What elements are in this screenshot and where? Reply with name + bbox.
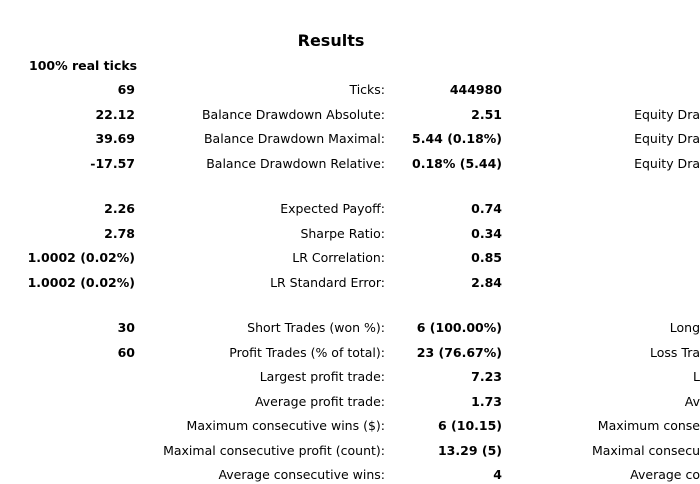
row-value: 5.44 (0.18%) bbox=[412, 131, 502, 146]
report-row bbox=[0, 106, 700, 124]
row-label: Profit Trades (% of total): bbox=[229, 345, 385, 360]
row-label-right: L bbox=[693, 369, 700, 384]
row-value: 7.23 bbox=[471, 369, 502, 384]
row-label: Expected Payoff: bbox=[280, 201, 385, 216]
row-label: Maximum consecutive wins ($): bbox=[186, 418, 385, 433]
report-row bbox=[0, 274, 640, 292]
row-value-left: 30 bbox=[117, 320, 135, 335]
row-label: LR Correlation: bbox=[292, 250, 385, 265]
report-row bbox=[0, 393, 700, 411]
row-label-right: Long bbox=[669, 320, 700, 335]
row-value: 2.84 bbox=[471, 275, 502, 290]
row-value-left: 1.0002 (0.02%) bbox=[27, 275, 135, 290]
row-label-right: Equity Dra bbox=[634, 156, 700, 171]
row-value: 1.73 bbox=[471, 394, 502, 409]
row-label-right: Av bbox=[684, 394, 700, 409]
row-label: Ticks: bbox=[349, 82, 385, 97]
report-row bbox=[0, 130, 700, 148]
report-row bbox=[0, 225, 640, 243]
row-value: 13.29 (5) bbox=[437, 443, 502, 458]
row-label: Average consecutive wins: bbox=[218, 467, 385, 482]
row-label: Short Trades (won %): bbox=[247, 320, 385, 335]
row-label-right: Equity Dra bbox=[634, 107, 700, 122]
row-value: 0.34 bbox=[471, 226, 502, 241]
row-value-left: 39.69 bbox=[95, 131, 135, 146]
row-value: 444980 bbox=[449, 82, 502, 97]
report-row bbox=[0, 442, 700, 460]
row-label-right: Equity Dra bbox=[634, 131, 700, 146]
row-value: 0.85 bbox=[471, 250, 502, 265]
row-value-left: 22.12 bbox=[95, 107, 135, 122]
row-value-left: 1.0002 (0.02%) bbox=[27, 250, 135, 265]
report-row bbox=[0, 200, 640, 218]
row-label: Sharpe Ratio: bbox=[300, 226, 385, 241]
row-label-right: Maximal consecu bbox=[591, 443, 700, 458]
row-value-left: 100% real ticks bbox=[29, 58, 138, 73]
row-label: Average profit trade: bbox=[254, 394, 385, 409]
report-row bbox=[0, 344, 700, 362]
report-row bbox=[0, 368, 700, 386]
row-label-right: Loss Tra bbox=[650, 345, 700, 360]
row-label-right: Maximum conse bbox=[597, 418, 700, 433]
row-value: 6 (100.00%) bbox=[416, 320, 502, 335]
row-value-left: -17.57 bbox=[90, 156, 135, 171]
report-row bbox=[0, 81, 640, 99]
row-value-left: 2.26 bbox=[104, 201, 135, 216]
row-label: Balance Drawdown Relative: bbox=[206, 156, 385, 171]
row-value: 2.51 bbox=[471, 107, 502, 122]
report-row bbox=[0, 57, 640, 75]
results-title: Results bbox=[297, 31, 365, 50]
row-value: 0.74 bbox=[471, 201, 502, 216]
report-row bbox=[0, 466, 700, 484]
row-value: 6 (10.15) bbox=[437, 418, 502, 433]
row-value-left: 69 bbox=[117, 82, 135, 97]
row-label: LR Standard Error: bbox=[270, 275, 385, 290]
row-value-left: 2.78 bbox=[104, 226, 135, 241]
report-row bbox=[0, 155, 700, 173]
report-row bbox=[0, 249, 640, 267]
row-label: Balance Drawdown Maximal: bbox=[203, 131, 385, 146]
row-label: Balance Drawdown Absolute: bbox=[201, 107, 385, 122]
report-row bbox=[0, 319, 700, 337]
row-label: Maximal consecutive profit (count): bbox=[163, 443, 385, 458]
row-value: 4 bbox=[493, 467, 502, 482]
row-value-left: 60 bbox=[117, 345, 135, 360]
row-label-right: Average co bbox=[630, 467, 700, 482]
row-value: 23 (76.67%) bbox=[416, 345, 502, 360]
report-row bbox=[0, 417, 700, 435]
row-value: 0.18% (5.44) bbox=[412, 156, 502, 171]
row-label: Largest profit trade: bbox=[259, 369, 385, 384]
